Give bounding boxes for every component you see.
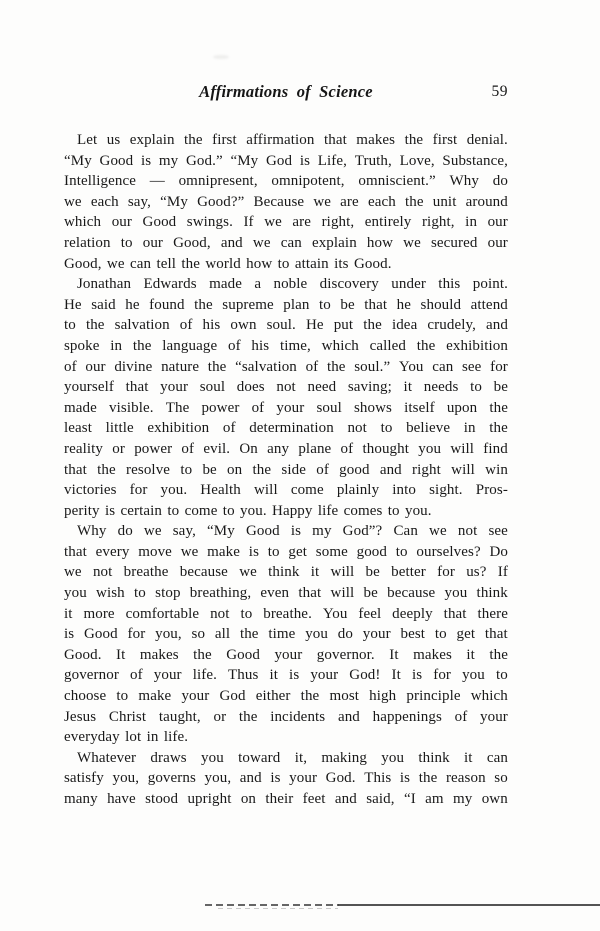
- paragraph: [64, 274, 508, 521]
- text-line: is Good for you, so all the time you do your best to get that: [64, 626, 508, 643]
- page-title: Affirmations of Science: [199, 82, 373, 101]
- text-line: relation to our Good, and we can explain how we secured our: [64, 234, 508, 251]
- text-line: Jonathan Edwards made a noble discovery under this point.: [77, 276, 508, 293]
- text-line: you wish to stop breathing, even that will be because you think: [64, 585, 508, 602]
- text-line: to the salvation of his own soul. He put the idea crudely, and: [64, 317, 508, 334]
- text-line: satisfy you, governs you, and is your God. This is the reason so: [64, 770, 508, 787]
- paragraph: [64, 130, 508, 274]
- paragraph: [64, 521, 508, 748]
- page-number: 59: [491, 83, 508, 100]
- text-line: Good, we can tell the world how to attain its Good.: [64, 255, 392, 272]
- text-line: made visible. The power of your soul shows itself upon the: [64, 399, 508, 416]
- scan-artifact-solid-line: [338, 904, 600, 906]
- text-line: Whatever draws you toward it, making you think it can: [77, 749, 508, 766]
- text-line: many have stood upright on their feet and said, “I am my own: [64, 791, 508, 807]
- text-line: Jesus Christ taught, or the incidents and happenings of your: [64, 708, 508, 725]
- text-line: of our divine nature the “salvation of the soul.” You can see for: [64, 358, 508, 375]
- running-header: [64, 82, 508, 104]
- text-line: which our Good swings. If we are right, entirely right, in our: [64, 214, 508, 231]
- text-line: we each say, “My Good?” Because we are each the unit around: [64, 193, 508, 210]
- text-line: victories for you. Health will come plainly into sight. Pros-: [64, 482, 508, 499]
- scan-smudge: [213, 55, 229, 59]
- text-line: least little exhibition of determination not to believe in the: [64, 420, 508, 437]
- scan-artifact-dashed-line: [205, 904, 339, 906]
- text-line: Why do we say, “My Good is my God”? Can we not see: [77, 523, 508, 540]
- text-line: everyday lot in life.: [64, 729, 189, 746]
- text-line: yourself that your soul does not need saving; it needs to be: [64, 379, 508, 396]
- text-line: Intelligence — omnipresent, omnipotent, omniscient.” Why do: [64, 173, 508, 190]
- scan-artifact-faint-line: [218, 908, 338, 909]
- text-line: Let us explain the first affirmation that makes the first denial.: [77, 132, 508, 148]
- text-line: He said he found the supreme plan to be that he should attend: [64, 296, 508, 313]
- text-line: perity is certain to come to you. Happy life comes to you.: [64, 502, 432, 519]
- paragraph: [64, 748, 508, 810]
- page-body: [64, 130, 508, 810]
- text-line: governor of your life. Thus it is your God! It is for you to: [64, 667, 508, 684]
- text-line: spoke in the language of his time, which called the exhibition: [64, 337, 508, 354]
- text-line: that every move we make is to get some good to ourselves? Do: [64, 543, 508, 560]
- text-line: reality or power of evil. On any plane of thought you will find: [64, 440, 508, 457]
- text-line: we not breathe because we think it will be better for us? If: [64, 564, 508, 581]
- text-line: it more comfortable not to breathe. You feel deeply that there: [64, 605, 508, 622]
- text-line: choose to make your God either the most high principle which: [64, 688, 508, 705]
- text-line: that the resolve to be on the side of good and right will win: [64, 461, 508, 478]
- text-line: “My Good is my God.” “My God is Life, Truth, Love, Substance,: [64, 152, 508, 169]
- text-line: Good. It makes the Good your governor. It makes it the: [64, 646, 508, 663]
